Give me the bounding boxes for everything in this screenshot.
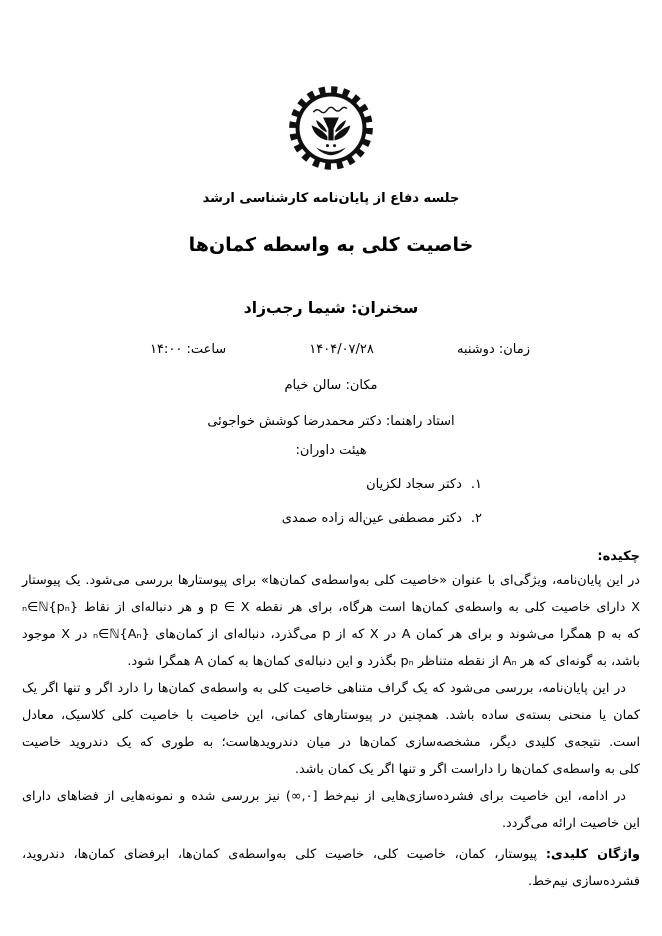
jury-member-2-number: ۲. — [470, 511, 482, 526]
session-type-heading: جلسه دفاع از پایان‌نامه کارشناسی ارشد — [202, 191, 460, 206]
jury-heading: هیئت داوران: — [295, 443, 367, 458]
abstract-line: کمان یا منحنی بسته‌ی ساده باشد. همچنین در پیوستارهای کمانی، این خاصیت با خاصیت کلی کلاسیک، معادل — [22, 708, 640, 723]
abstract-line: که به p همگرا می‌شوند و برای هر کمان A در X که از p می‌گذرد، دنباله‌ای از کمان‌های {Aₙ}ₙ∈ℕ در X موجود — [22, 627, 641, 642]
abstract-body — [22, 567, 640, 837]
keywords-paragraph — [22, 841, 640, 895]
date-value: ۱۴۰۴/۰۷/۲۸ — [309, 342, 374, 357]
abstract-line: در ادامه، این خاصیت برای فشرده‌سازی‌هایی از نیم‌خط [۰,∞) نیز بررسی شده و نمونه‌هایی از فضاهای دارای — [22, 789, 626, 804]
location-line: مکان: سالن خیام — [284, 378, 378, 393]
keywords-text: پیوستار، کمان، خاصیت کلی، خاصیت کلی به‌واسطه‌ی کمان‌ها، ابرفضای کمان‌ها، دندروید، فشرده‌سازی نیم‌خط. — [22, 847, 640, 889]
jury-member-2-name: دکتر مصطفی عین‌اله زاده صمدی — [281, 511, 462, 526]
abstract-line: در این پایان‌نامه، ویژگی‌ای با عنوان «خاصیت کلی به‌واسطه‌ی کمان‌ها» برای پیوستارها بررسی می‌شود. یک پیوستار — [22, 573, 640, 588]
abstract-line: X دارای خاصیت کلی به واسطه‌ی کمان‌ها است هرگاه، برای هر نقطه p ∈ X و هر دنباله‌ای از نقاط {pₙ}ₙ∈ℕ — [22, 600, 640, 615]
abstract-line: کلی به واسطه‌ی کمان‌ها را داراست اگر و تنها اگر یک کمان باشد. — [294, 762, 640, 777]
keywords-label: واژگان کلیدی: — [545, 847, 640, 862]
abstract-line: در این پایان‌نامه، بررسی می‌شود که یک گراف متناهی خاصیت کلی به واسطه‌ی کمان‌ها را دارد اگر و تنها اگر یک — [22, 681, 626, 696]
sharif-university-logo — [287, 84, 375, 172]
time-row — [150, 341, 530, 358]
time-day-label: زمان: دوشنبه — [456, 342, 530, 357]
abstract-heading: چکیده: — [597, 549, 640, 564]
abstract-line: این خاصیت ارائه می‌گردد. — [501, 816, 640, 831]
jury-member-1-number: ۱. — [470, 477, 482, 492]
thesis-title: خاصیت کلی به واسطه کمان‌ها — [188, 234, 474, 256]
jury-member-2 — [0, 510, 482, 527]
jury-list — [0, 476, 482, 527]
jury-member-1 — [0, 476, 482, 493]
speaker-line: سخنران: شیما رجب‌زاد — [243, 299, 419, 317]
abstract-line: باشد، به گونه‌ای که هر Aₙ از نقطه متناظر pₙ بگذرد و این دنباله‌ی کمان‌ها به کمان A همگرا شود. — [127, 654, 640, 669]
jury-member-1-name: دکتر سجاد لکزیان — [366, 477, 462, 492]
supervisor-line: استاد راهنما: دکتر محمدرضا کوشش خواجوئی — [207, 414, 455, 429]
hour-value: ساعت: ۱۴:۰۰ — [150, 342, 227, 357]
abstract-line: است. نتیجه‌ی کلیدی دیگر، مشخصه‌سازی کمان‌ها در میان دندرویدهاست؛ به طوری که یک دندروید خاصیت — [22, 735, 640, 750]
logo-container — [0, 84, 662, 176]
